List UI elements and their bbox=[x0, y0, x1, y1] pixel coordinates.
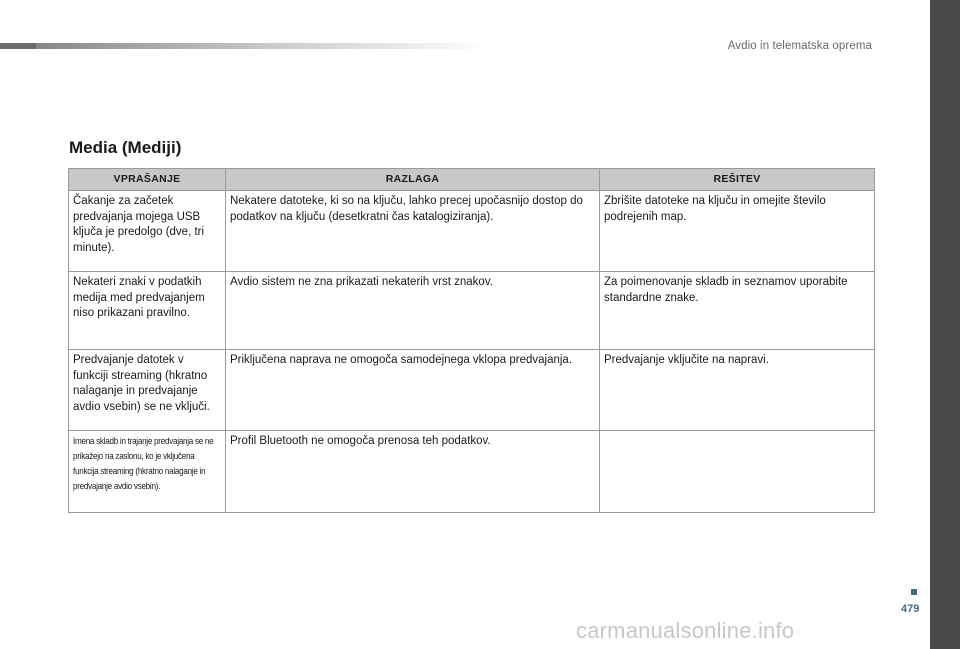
question-cell: Predvajanje datotek v funkciji streaming (hkratno nalaganje in predvajanje avdio vsebin) se ne vključi. bbox=[69, 350, 226, 431]
explanation-cell: Priključena naprava ne omogoča samodejnega vklopa predvajanja. bbox=[226, 350, 600, 431]
page-number: 479 bbox=[901, 603, 920, 615]
solution-cell: Zbrišite datoteke na ključu in omejite število podrejenih map. bbox=[600, 191, 875, 272]
explanation-cell: Nekatere datoteke, ki so na ključu, lahko precej upočasnijo dostop do podatkov na ključu (desetkratni čas katalogiziranja). bbox=[226, 191, 600, 272]
column-header-explanation: RAZLAGA bbox=[226, 169, 600, 191]
question-cell: Čakanje za začetek predvajanja mojega USB ključa je predolgo (dve, tri minute). bbox=[69, 191, 226, 272]
table-header-row bbox=[69, 169, 875, 191]
question-cell bbox=[69, 431, 226, 513]
chapter-side-bar bbox=[930, 0, 960, 649]
faq-table bbox=[68, 168, 875, 513]
explanation-cell: Avdio sistem ne zna prikazati nekaterih vrst znakov. bbox=[226, 272, 600, 350]
explanation-cell: Profil Bluetooth ne omogoča prenosa teh podatkov. bbox=[226, 431, 600, 513]
column-header-solution: REŠITEV bbox=[600, 169, 875, 191]
table-row bbox=[69, 350, 875, 431]
page-heading: Media (Mediji) bbox=[69, 138, 182, 157]
watermark: carmanualsonline.info bbox=[576, 618, 795, 643]
table-row bbox=[69, 431, 875, 513]
question-cell-text: Imena skladb in trajanje predvajanja se ne prikažejo na zaslonu, ko je vključena funkcija streaming (hkratno nalaganje in predvajanje avdio vsebin). bbox=[73, 436, 214, 491]
column-header-question: VPRAŠANJE bbox=[69, 169, 226, 191]
section-title: Avdio in telematska oprema bbox=[727, 40, 872, 52]
solution-cell: Za poimenovanje skladb in seznamov uporabite standardne znake. bbox=[600, 272, 875, 350]
solution-cell: Predvajanje vključite na napravi. bbox=[600, 350, 875, 431]
question-cell: Nekateri znaki v podatkih medija med predvajanjem niso prikazani pravilno. bbox=[69, 272, 226, 350]
page-marker-icon bbox=[911, 589, 917, 595]
table-row bbox=[69, 191, 875, 272]
solution-cell bbox=[600, 431, 875, 513]
table-row bbox=[69, 272, 875, 350]
header-decorative-rule bbox=[0, 43, 490, 49]
